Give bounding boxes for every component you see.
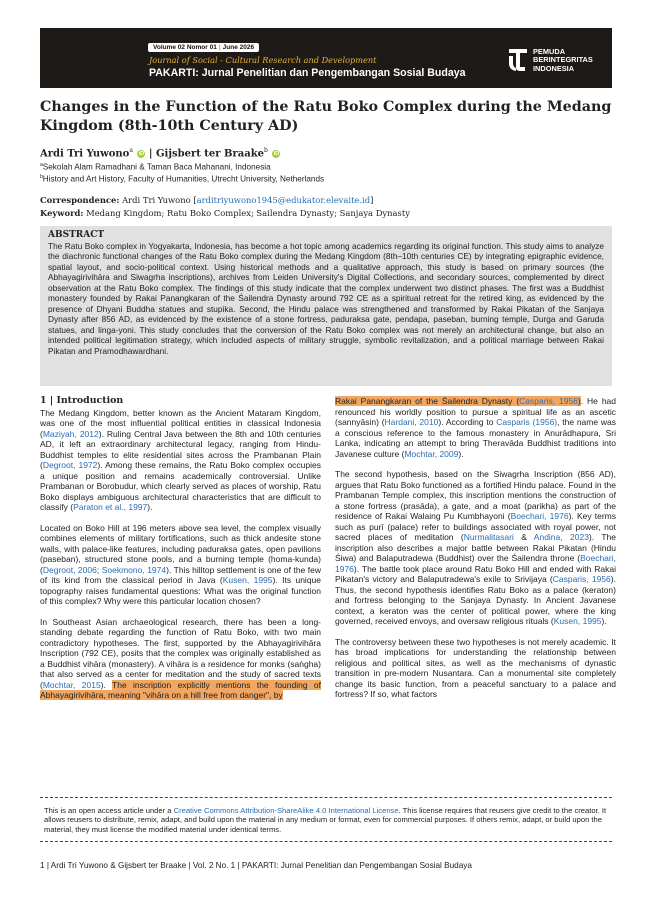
orcid-icon[interactable]: iD (273, 151, 280, 158)
author-line: Ardi Tri Yuwono$^a$ iD | Gijsbert ter Braake$^b$ iD (40, 147, 280, 160)
citation-link[interactable]: Maziyah, 2012 (42, 428, 99, 439)
orcid-icon[interactable]: iD (138, 151, 145, 158)
paragraph: The Medang Kingdom, better known as the Ancient Mataram Kingdom, was one of the most influential political entities in classical Indonesia (Maziyah, 2012). Ruling Central Java between the 8th and 10th centuries AD, it left an extraordinary architectural legacy, ranging from Hindu-Buddhist temples to elite residential sites across the Prambanan Plain (Degroot, 1972). Among these remains, the Ratu Boko complex occupies a unique position and remains academically controversial. Unlike Prambanan or Borobudur, which clearly served as places of worship, Ratu Boko displays ambiguous architectural characteristics that are difficult to classify (Paraton et al., 1997). (40, 407, 322, 512)
date-label: June 2026 (222, 44, 255, 51)
citation-link[interactable]: Casparis (1956) (496, 417, 558, 427)
author-2: Gijsbert ter Braake (156, 148, 265, 160)
citation-link[interactable]: Casparis, 1956 (519, 396, 578, 406)
publisher-name: PEMUDA BERINTEGRITAS INDONESIA (533, 47, 593, 73)
citation-link[interactable]: Boechari, 1976 (510, 511, 569, 521)
highlighted-text: Rakai Panangkaran of the Śailendra Dynasty (Casparis, 1956) (335, 396, 581, 406)
citation-link[interactable]: Mochtar, 2009 (404, 448, 459, 459)
citation-link[interactable]: Degroot, 2006 (42, 564, 97, 575)
journal-banner (40, 28, 612, 88)
citation-link[interactable]: Casparis, 1956 (552, 574, 611, 584)
highlighted-text: The inscription explicitly mentions the founding of Abhayagirivihāra, meaning "vihāra on a hill free from danger", by (40, 679, 321, 700)
keywords: Keyword: Medang Kingdom; Ratu Boko Complex; Sailendra Dynasty; Sanjaya Dynasty (40, 208, 410, 218)
paragraph: Located on Boko Hill at 196 meters above sea level, the complex visually combines elements of military fortifications, such as thick andesite stone walls, with palace-like features, including paduraksa gates, open pavilions (paseban), structured stone pools, and a burning temple (homa-kunda) (Degroot, 2006; Soekmono, 1974). This hilltop settlement is one of the few of its kind from the classical period in Java (Kusen, 1995). Its unique topography raises fundamental questions: What was the original function of this complex? Why were this particular location chosen? (40, 522, 322, 606)
body-column-left (40, 396, 321, 711)
correspondence: Correspondence: Ardi Tri Yuwono [arditriyuwono1945@edukator.elevaite.id] (40, 195, 374, 205)
journal-subtitle: Journal of Social - Cultural Research and Development (149, 55, 377, 65)
citation-link[interactable]: Nurmalitasari (463, 532, 514, 542)
abstract-heading: ABSTRACT (48, 230, 105, 240)
license-link[interactable]: Creative Commons Attribution-ShareAlike 4.0 International License (173, 806, 399, 815)
paragraph: In Southeast Asian archaeological research, there has been a long-standing debate regarding the function of Ratu Boko, with two main contradictory hypotheses. The first, supported by the Abhayagirivihāra Inscription (792 CE), posits that the complex was originally established as a Buddhist vihāra (monastery). A vihāra is a residence for monks (saṅgha) that also served as a center for meditation and the study of sacred texts (Mochtar, 2015). The inscription explicitly mentions the founding of Abhayagirivihāra, meaning "vihāra on a hill free from danger", by (40, 616, 321, 700)
affiliation-a: $^a$Sekolah Alam Ramadhani & Taman Baca Mahanani, Indonesia (40, 162, 271, 172)
body-column-right (335, 396, 616, 710)
volume-badge: Volume 02 Nomor 01 | June 2026 (148, 43, 259, 52)
abstract-box (40, 226, 612, 386)
correspondence-email-link[interactable]: arditriyuwono1945@edukator.elevaite.id (196, 195, 371, 205)
license-notice: This is an open access article under a Creative Commons Attribution-ShareAlike 4.0 International License. This license requires that reusers give credit to the creator. It allows reusers to distribute, remix, adapt, and build upon the material in any medium or format, even for commercial purposes. If others remix, adapt, or build upon the material, they must license the modified material under identical terms. (40, 797, 612, 842)
abstract-text: The Ratu Boko complex in Yogyakarta, Indonesia, has become a hot topic among academics regarding its original function. This study aims to analyze the diachronic functional changes of the Ratu Boko complex during the Medang Kingdom (8th–10th centuries CE) by integrating epigraphic evidence, spatial layout, and socio-political context. Using historical methods and a qualitative approach, this study is based on primary sources (the Abhayagirivihāra and Siwagrha inscriptions), archives from Leiden University's Digital Collections, and secondary sources, complemented by direct observation at the Ratu Boko complex. The findings of this study indicate that the complex underwent two distinct phases. The first was a Buddhist monastery founded by Rakai Panangkaran of the Śailendra Dynasty around 792 CE as a spiritual retreat for the retired king, as evidenced by the presence of Dhyani Buddha statues and stupika. Second, the Hindu palace was strengthened and transformed by Rakai Pikatan of the Sanjaya Dynasty after 856 AD, as evidenced by the existence of a stone fortress, paduraksa gate, pendapa, paseban, burning temple, Durga and Garuda statues, and linga-yoni. This study concludes that the conversion of the Ratu Boko complex was not merely an architectural change, but also an intended political legitimation strategy, which included aspects of military struggle, symbolic revitalization, and a political marriage between Rakai Pikatan and Pramodhawardhani. (48, 241, 604, 356)
paragraph: The controversy between these two hypotheses is not merely academic. It has broad implications for understanding the relationship between religious and political sites, as well as the mechanisms of dynastic transition in pre-modern Nusantara. Can a monumental site completely change its basic function, from a peaceful sanctuary to a palace and fortress? If so, what factors (335, 636, 616, 699)
citation-link[interactable]: Degroot, 1972 (42, 460, 98, 470)
paper-title: Changes in the Function of the Ratu Boko Complex during the Medang Kingdom (8th-10th Century AD) (40, 99, 612, 134)
citation-link[interactable]: Soekmono, 1974 (101, 564, 167, 575)
citation-link[interactable]: Hardani, 2010 (384, 417, 439, 427)
citation-link[interactable]: Kusen, 1995 (222, 575, 273, 585)
citation-link[interactable]: Mochtar, 2015 (42, 679, 101, 690)
paragraph: The second hypothesis, based on the Siwagrha Inscription (856 AD), argues that Ratu Boko functioned as a fortified Hindu palace. Found in the Prambanan Temple complex, this inscription mentions the construction of a stone fortress (prasāda), a gate, and a moat (parikha) as part of the residence of Rakai Walaing Pu Kumbhayoni (Boechari, 1976). Key terms such as purī (palace) refer to buildings associated with royal power, not sacred places of meditation (Nurmalitasari & Andina, 2023). The inscription also describes a major battle between Rakai Pikatan (Hindu Śiwa) and Balaputradewa (Buddhist) over the Śailendra throne (Boechari, 1976). The battle took place around Ratu Boko Hill and ended with Rakai Pikatan's victory and Balaputradewa's exile to Srivijaya (Casparis, 1956). Thus, the second hypothesis identifies Ratu Boko as a palace (keraton) and fortress belonging to the Sanjaya Dynasty. In Ancient Javanese context, a keraton was the center of political power, where the king governed, received envoys, and oversaw religious rituals (Kusen, 1995). (335, 469, 617, 626)
section-heading-introduction: 1 | Introduction (40, 395, 124, 406)
publisher-logo-icon (507, 47, 529, 73)
affiliation-b: $^b$History and Art History, Faculty of Humanities, Utrecht University, Netherlands (40, 174, 325, 184)
citation-link[interactable]: Paraton et al., 1997 (73, 502, 148, 512)
citation-link[interactable]: Andina, 2023 (533, 532, 589, 542)
author-1: Ardi Tri Yuwono (40, 148, 130, 160)
paragraph: Rakai Panangkaran of the Śailendra Dynasty (Casparis, 1956). He had renounced his worldly position to pursue a spiritual life as an ascetic (sannyāsin) (Hardani, 2010). According to Casparis (1956), the name was a conscious reference to the famous monastery in Anurādhapura, Sri Lanka, indicating an attempt to bring Theravāda Buddhist traditions into Javanese culture (Mochtar, 2009). (335, 396, 616, 459)
volume-label: Volume 02 Nomor 01 (153, 44, 217, 51)
citation-link[interactable]: Kusen, 1995 (553, 616, 602, 626)
page-footer: 1 | Ardi Tri Yuwono & Gijsbert ter Braake | Vol. 2 No. 1 | PAKARTI: Jurnal Penelitian dan Pengembangan Sosial Budaya (40, 861, 472, 870)
journal-name: PAKARTI: Jurnal Penelitian dan Pengembangan Sosial Budaya (149, 67, 466, 79)
citation-link[interactable]: Boechari, 1976 (335, 553, 616, 574)
